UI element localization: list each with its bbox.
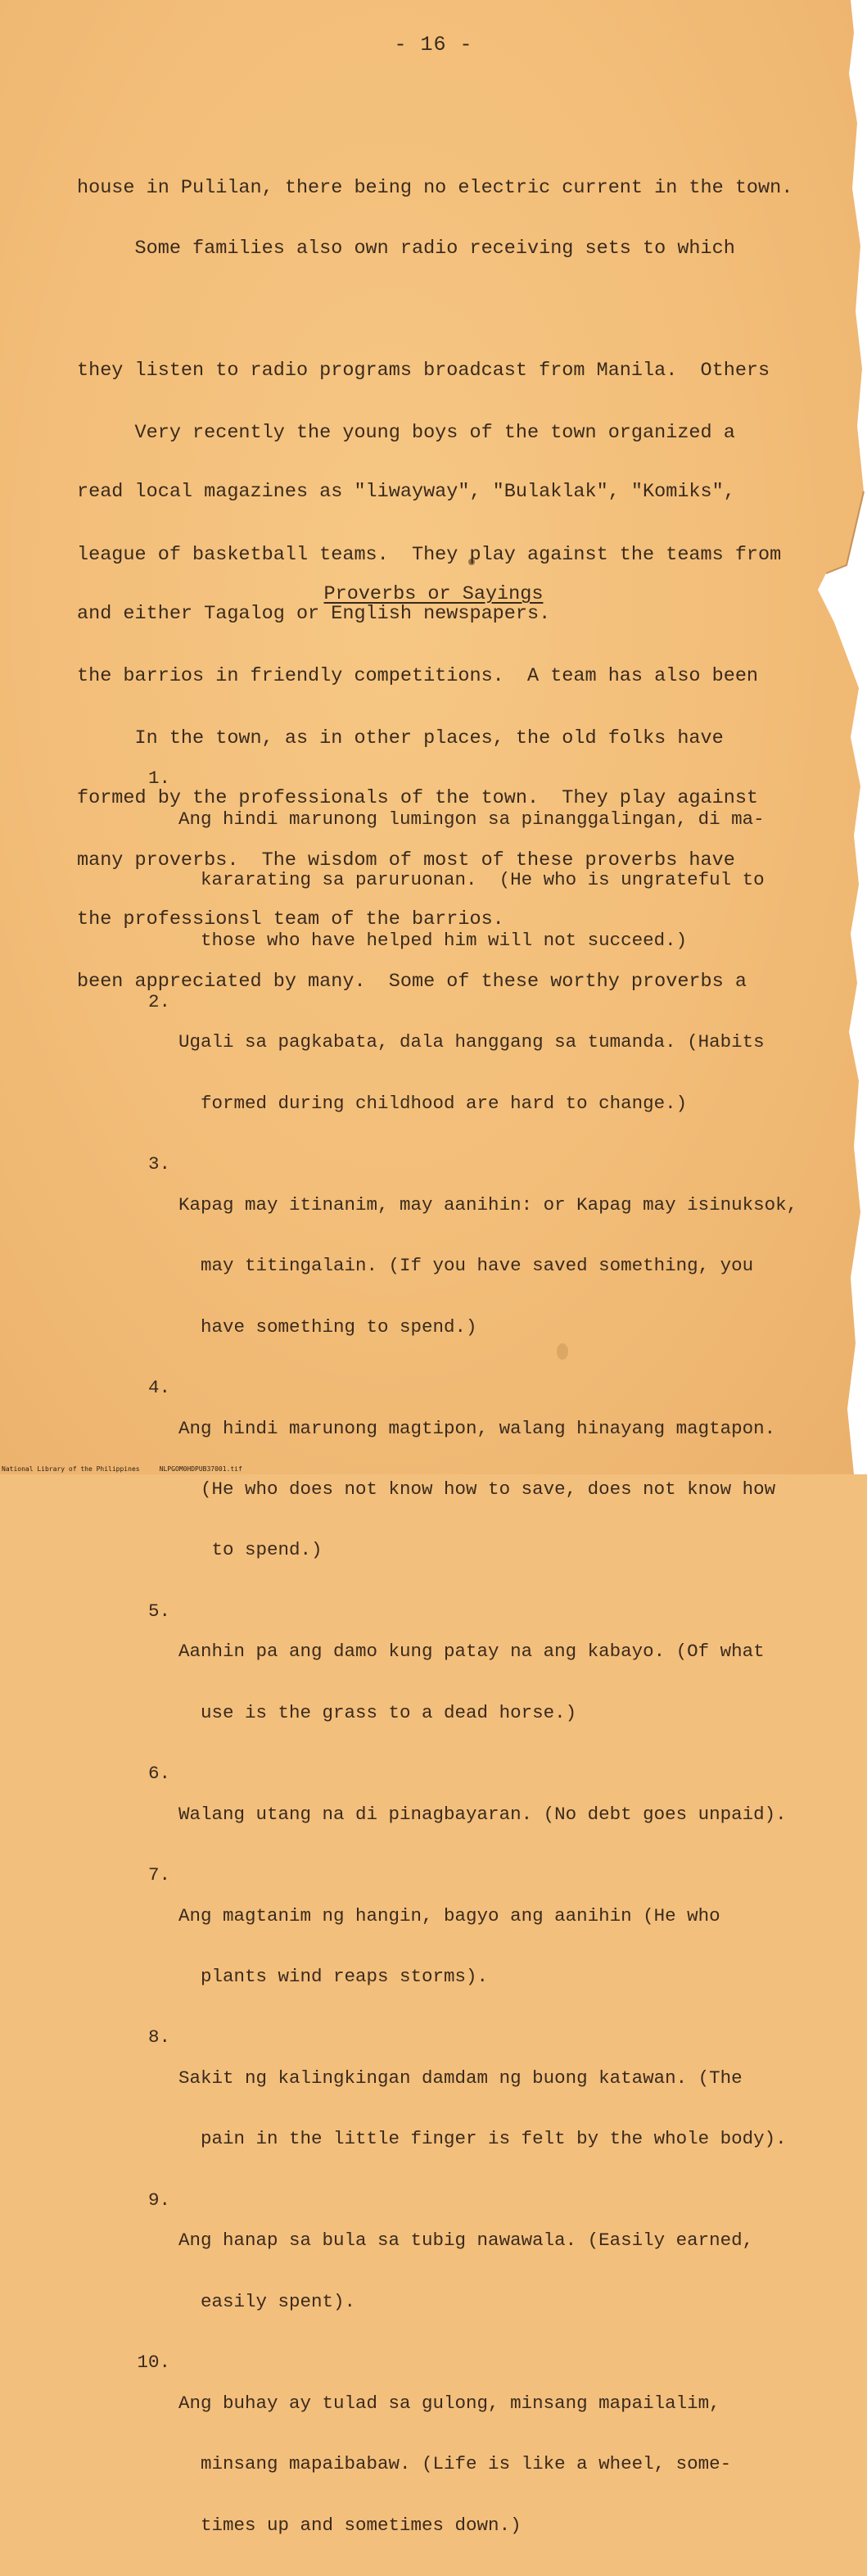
list-item [115, 1378, 835, 1601]
item-text: Ang hanap sa bula sa tubig nawawala. (Easily earned, [178, 2230, 754, 2252]
item-text: (He who does not know how to save, does not know how [178, 1478, 776, 1500]
item-text: those who have helped him will not succeed.) [178, 930, 688, 952]
list-item [115, 2027, 835, 2189]
list-item [115, 768, 835, 992]
item-text: times up and sometimes down.) [178, 2514, 522, 2536]
item-text: pain in the little finger is felt by the whole body). [178, 2128, 787, 2150]
item-text: easily spent). [178, 2290, 356, 2312]
list-item [115, 2352, 835, 2576]
item-text: may titingalain. (If you have saved something, you [178, 1255, 754, 1277]
list-item [115, 2190, 835, 2352]
list-item [115, 992, 835, 1154]
item-text: Ang hindi marunong lumingon sa pinanggalingan, di ma- [178, 808, 765, 830]
text-line: house in Pulilan, there being no electric current in the town. [77, 177, 793, 199]
text-line: and either Tagalog or English newspapers. [77, 602, 551, 625]
item-number: 8. [147, 2026, 170, 2049]
item-number: 5. [147, 1600, 170, 1622]
page-number: - 16 - [394, 33, 473, 57]
item-number: 1. [147, 767, 170, 789]
list-item [115, 1601, 835, 1763]
text-line: they listen to radio programs broadcast from Manila. Others [77, 359, 770, 382]
text-line: the professionsl team of the barrios. [77, 908, 504, 930]
item-text: plants wind reaps storms). [178, 1966, 489, 1988]
section-heading: Proverbs or Sayings [323, 583, 544, 605]
item-text: use is the grass to a dead horse.) [178, 1701, 577, 1723]
item-text: formed during childhood are hard to change.) [178, 1092, 688, 1114]
list-item [115, 1865, 835, 2027]
item-number: 2. [147, 990, 170, 1012]
scan-footer [2, 1465, 242, 1473]
text-line: the barrios in friendly competitions. A team has also been [77, 665, 759, 687]
text-line: league of basketball teams. They play against the teams from [77, 543, 782, 566]
text-line: formed by the professionals of the town. They play against [77, 786, 759, 809]
item-text: Ang magtanim ng hangin, bagyo ang aanihin (He who [178, 1904, 720, 1926]
text-line: Very recently the young boys of the town organized a [77, 422, 735, 444]
item-text: have something to spend.) [178, 1315, 477, 1338]
item-text: Sakit ng kalingkingan damdam ng buong katawan. (The [178, 2067, 743, 2089]
item-number: 9. [147, 2189, 170, 2211]
item-text: Ang hindi marunong magtipon, walang hinayang magtapon. [178, 1417, 776, 1439]
text-line: In the town, as in other places, the old folks have [77, 727, 724, 749]
text-line: many proverbs. The wisdom of most of these proverbs have [77, 849, 735, 871]
item-text: to spend.) [178, 1539, 323, 1561]
item-text: Kapag may itinanim, may aanihin: or Kapag may isinuksok, [178, 1193, 798, 1216]
item-text: Ang buhay ay tulad sa gulong, minsang mapailalim, [178, 2392, 720, 2414]
item-number: 7. [147, 1864, 170, 1886]
item-text: Ugali sa pagkabata, dala hanggang sa tumanda. (Habits [178, 1031, 765, 1053]
list-item [115, 1154, 835, 1378]
text-line: been appreciated by many. Some of these worthy proverbs a [77, 971, 747, 993]
text-line: read local magazines as "liwayway", "Bulaklak", "Komiks", [77, 481, 735, 503]
footer-library: National Library of the Philippines [2, 1465, 140, 1473]
item-number: 3. [147, 1153, 170, 1175]
text-line: Some families also own radio receiving sets to which [77, 238, 735, 260]
item-text: kararating sa paruruonan. (He who is ungrateful to [178, 868, 765, 890]
item-number: 6. [147, 1763, 170, 1785]
item-number: 4. [147, 1376, 170, 1398]
item-number: 10. [137, 2352, 170, 2374]
footer-file: NLPGOM0HDPUB37001.tif [159, 1465, 242, 1473]
item-text: Aanhin pa ang damo kung patay na ang kabayo. (Of what [178, 1641, 765, 1663]
proverbs-list [115, 768, 835, 2576]
item-text: Walang utang na di pinagbayaran. (No debt goes unpaid). [178, 1803, 787, 1825]
list-item [115, 1763, 835, 1865]
item-text: minsang mapaibabaw. (Life is like a wheel, some- [178, 2453, 732, 2475]
